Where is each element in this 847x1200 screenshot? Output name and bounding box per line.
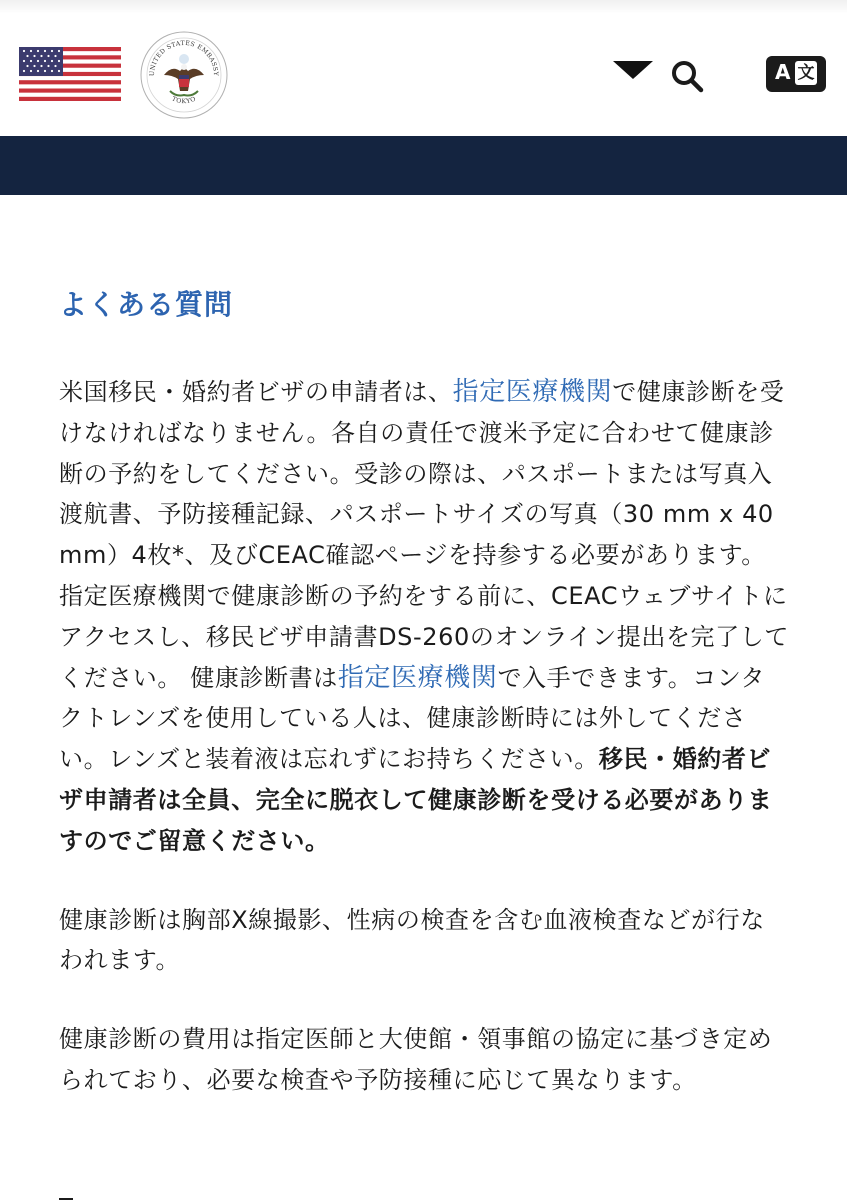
seal-text-bottom: TOKYO — [170, 95, 198, 106]
paragraph-exam-fees: 健康診断の費用は指定医師と大使館・領事館の協定に基づき定められており、必要な検査や予防接種に応じて異なります。 — [59, 1025, 773, 1094]
site-header — [0, 0, 847, 136]
seal-text-top: UNITED STATES EMBASSY — [148, 39, 220, 77]
language-toggle-button[interactable] — [766, 56, 826, 92]
language-a-label: A — [775, 60, 791, 84]
designated-medical-institution-link-2[interactable]: 指定医療機関 — [337, 662, 498, 693]
designated-medical-institution-link[interactable]: 指定医療機関 — [452, 377, 613, 407]
main-navigation-bar — [0, 136, 847, 195]
paragraph-medical-exam — [59, 372, 789, 862]
page-heading: よくある質問 — [59, 288, 234, 321]
paragraph-text: で入手できます。コンタクトレンズを使用している人は、健康診断時には外してください。レンズと装着液は忘れずにお持ちください。 — [59, 663, 766, 774]
paragraph-exam-contents: 健康診断は胸部X線撮影、性病の検査を含む血液検査などが行なわれます。 — [59, 905, 765, 975]
search-icon[interactable] — [670, 59, 704, 93]
paragraph-text: で健康診断を受けなければなりません。各自の責任で渡米予定に合わせて健康診断の予約をしてください。受診の際は、パスポートまたは写真入渡航書、予防接種記録、パスポートサイズの写真（30 mm x 40 mm）4枚*、及びCEAC確認ページを持参する必要があります。指定医療機関で健康診断の予約をする前に、CEACウェブサイトにアクセスし、移民ビザ申請書DS-260のオンライン提出を完了してください。 健康診断書は — [59, 378, 789, 692]
paragraph-text: 米国移民・婚約者ビザの申請者は、 — [59, 378, 453, 406]
embassy-seal-icon[interactable] — [140, 31, 228, 119]
next-paragraph-fragment — [59, 1190, 79, 1200]
menu-dropdown-icon[interactable] — [613, 61, 653, 79]
bold-notice: 移民・婚約者ビザ申請者は全員、完全に脱衣して健康診断を受ける必要がありますのでご留意ください。 — [59, 745, 773, 855]
language-b-label: 文 — [795, 61, 817, 85]
main-content — [59, 285, 789, 1101]
us-flag-icon[interactable] — [19, 47, 121, 101]
